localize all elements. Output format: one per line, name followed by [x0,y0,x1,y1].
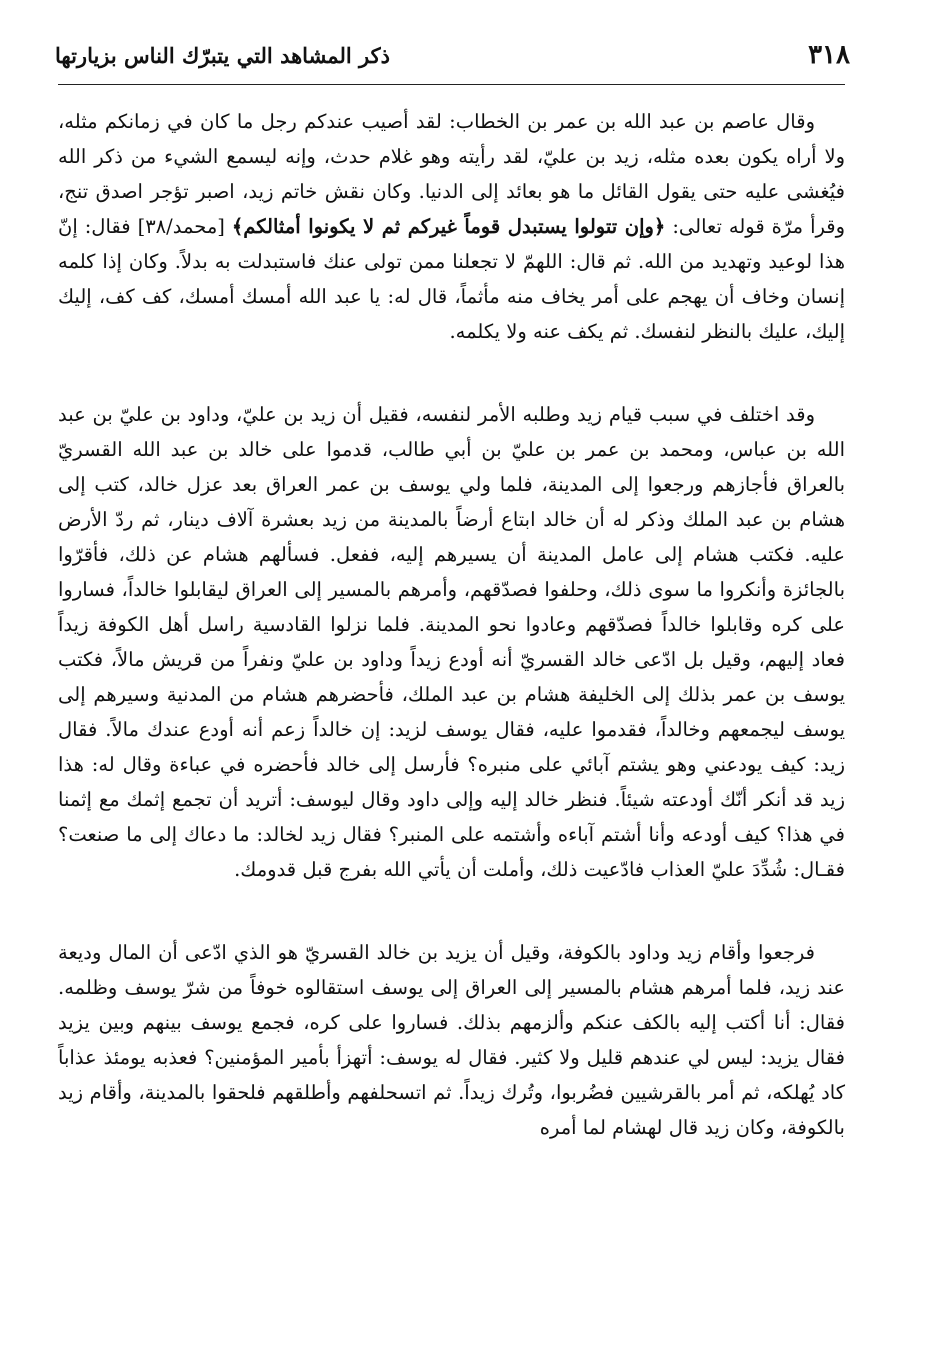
running-title: ذكر المشاهد التي يتبرّك الناس بزيارتها [55,42,390,68]
paragraph-2-text: وقد اختلف في سبب قيام زيد وطلبه الأمر لنفسه، فقيل أن زيد بن عليّ، وداود بن عليّ بن عبد الله بن عباس، ومحمد بن عمر بن عليّ بن أبي طالب، قدموا على خالد بن عبد الله القسريّ بالعراق فأجازهم ورجعوا إلى المدينة، فلما ولي يوسف بن عمر العراق بعد عزل خالد، كتب إلى هشام بن عبد الملك وذكر له أن خالد ابتاع أرضاً بالمدينة من زيد بعشرة آلاف دينار، ثم ردّ الأرض عليه. فكتب هشام إلى عامل المدينة أن يسيرهم إليه، ففعل. فسألهم هشام عن ذلك، فأقرّوا بالجائزة وأنكروا ما سوى ذلك، وحلفوا فصدّقهم، وأمرهم بالمسير إلى العراق ليقابلوا خالداً، فساروا على كره وقابلوا خالداً فصدّقهم وعادوا نحو المدينة. فلما نزلوا القادسية راسل أهل الكوفة زيداً فعاد إليهم، وقيل بل ادّعى خالد القسريّ أنه أودع زيداً وداود بن عليّ ونفراً من قريش مالاً، فكتب يوسف بن عمر بذلك إلى الخليفة هشام بن عبد الملك، فأحضرهم هشام من المدنية وسيرهم إلى يوسف ليجمعهم وخالداً، فقدموا عليه، فقال يوسف لزيد: إن خالداً زعم أنه أودع عندك مالاً. فقال زيد: كيف يودعني وهو يشتم آبائي على منبره؟ فأرسل إلى خالد فأحضره في عباءة وقال له: هذا زيد قد أنكر أنّك أودعته شيئاً. فنظر خالد إليه وإلى داود وقال ليوسف: أتريد أن تجمع إثمك مع إثمنا في هذا؟ كيف أودعه وأنا أشتم آباءه وأشتمه على المنبر؟ فقال زيد لخالد: ما دعاك إلى ما صنعت؟ فقـال: شُدِّدَ عليّ العذاب فادّعيت ذلك، وأملت أن يأتي الله بفرج قبل قدومك. [58,403,845,881]
body-text [58,104,845,1145]
paragraph-3 [58,935,845,1145]
quran-verse: ﴿وإن تتولوا يستبدل قوماً غيركم ثم لا يكونوا أمثالكم﴾ [231,215,666,238]
header-divider [58,84,845,85]
paragraph-3-text: فرجعوا وأقام زيد وداود بالكوفة، وقيل أن يزيد بن خالد القسريّ هو الذي ادّعى أن المال وديعة عند زيد، فلما أمرهم هشام بالمسير إلى العراق إلى يوسف استقالوه خوفاً من شرّ يوسف وظلمه. فقال: أنا أكتب إليه بالكف عنكم وألزمهم بذلك. فساروا على كره، فجمع يوسف بينهم وبين يزيد فقال يزيد: ليس لي عندهم قليل ولا كثير. فقال له يوسف: أتهزأ بأمير المؤمنين؟ فعذبه يومئذ عذاباً كاد يُهلكه، ثم أمر بالقرشيين فضُربوا، وتُرك زيداً. ثم اتسحلفهم وأطلقهم فلحقوا بالمدينة، وأقام زيد بالكوفة، وكان زيد قال لهشام لما أمره [58,941,845,1139]
paragraph-1-text-before: وقال عاصم بن عبد الله بن عمر بن الخطاب: لقد أصيب عندكم رجل ما كان في زمانكم مثله، ولا أراه يكون بعده مثله، زيد بن عليّ، لقد رأيته وهو غلام حدث، وإنه ليسمع الشيء من ذكر الله فيُغشى عليه حتى يقول القائل ما هو بعائد إلى الدنيا. وكان نقش خاتم زيد، اصبر تؤجر اصدق تنج، وقرأ مرّة قوله تعالى: [58,110,846,238]
paragraph-2 [58,397,845,887]
paragraph-1-text-after: [محمد/٣٨] فقال: إنّ هذا لوعيد وتهديد من الله. ثم قال: اللهمّ لا تجعلنا ممن تولى عنك فاستبدلت به بدلاً. وكان إذا كلمه إنسان وخاف أن يهجم على أمر يخاف منه مأثماً، قال له: يا عبد الله أمسك أمسك، كف كف، إليك إليك، عليك بالنظر لنفسك. ثم يكف عنه ولا يكلمه. [58,215,845,343]
page-header [55,30,850,80]
paragraph-1 [58,104,845,349]
page-number: ٣١٨ [808,40,850,70]
